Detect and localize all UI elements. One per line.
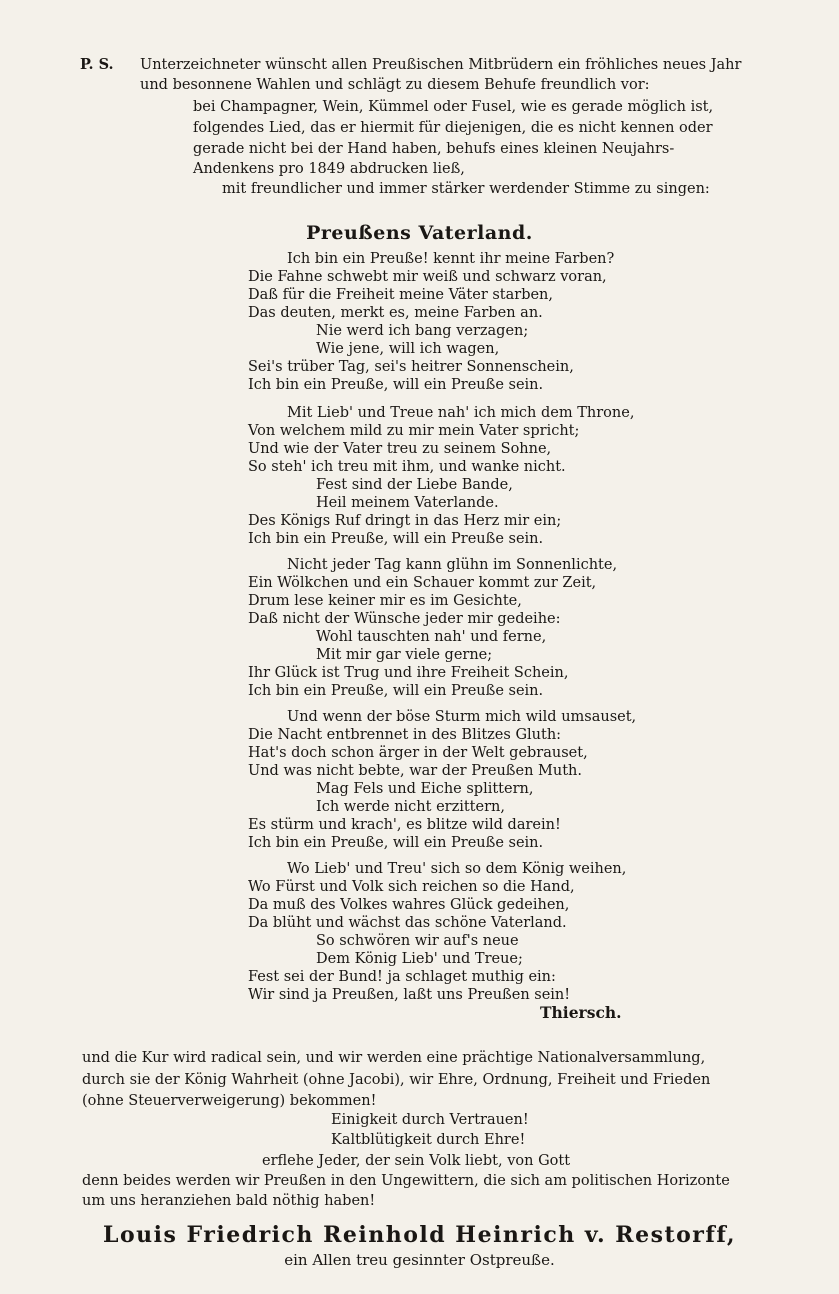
verse-line: Ich bin ein Preuße, will ein Preuße sein.: [248, 377, 544, 393]
verse-line: Ich bin ein Preuße! kennt ihr meine Farben?: [287, 251, 615, 267]
closing-motto: Kaltblütigkeit durch Ehre!: [331, 1132, 526, 1148]
ps-label: P. S.: [80, 56, 114, 73]
verse-line: Wohl tauschten nah' und ferne,: [316, 629, 547, 645]
verse-line: Wir sind ja Preußen, laßt uns Preußen sein!: [248, 987, 571, 1003]
verse-line: Nie werd ich bang verzagen;: [316, 323, 529, 339]
verse-line: Mit Lieb' und Treue nah' ich mich dem Throne,: [287, 405, 635, 421]
intro-line: mit freundlicher und immer stärker werdender Stimme zu singen:: [222, 181, 710, 197]
verse-line: Die Fahne schwebt mir weiß und schwarz voran,: [248, 269, 607, 285]
verse-line: Fest sei der Bund! ja schlaget muthig ein:: [248, 969, 556, 985]
verse-line: Und wie der Vater treu zu seinem Sohne,: [248, 441, 552, 457]
verse-line: Ich werde nicht erzittern,: [316, 799, 505, 815]
verse-line: Daß für die Freiheit meine Väter starben,: [248, 287, 554, 303]
closing-line: und die Kur wird radical sein, und wir werden eine prächtige Nationalversammlung,: [82, 1050, 706, 1066]
intro-line: folgendes Lied, das er hiermit für diejenigen, die es nicht kennen oder: [193, 120, 713, 136]
verse-line: Fest sind der Liebe Bande,: [316, 477, 513, 493]
closing-line: durch sie der König Wahrheit (ohne Jacobi), wir Ehre, Ordnung, Freiheit und Frieden: [82, 1072, 711, 1088]
intro-line: Andenkens pro 1849 abdrucken ließ,: [193, 161, 465, 177]
closing-line: denn beides werden wir Preußen in den Ungewittern, die sich am politischen Horizonte: [82, 1173, 730, 1189]
closing-motto: Einigkeit durch Vertrauen!: [331, 1112, 529, 1128]
verse-line: Wo Lieb' und Treu' sich so dem König weihen,: [287, 861, 627, 877]
verse-line: Ihr Glück ist Trug und ihre Freiheit Schein,: [248, 665, 569, 681]
poem-author: Thiersch.: [540, 1003, 622, 1022]
verse-line: Ein Wölkchen und ein Schauer kommt zur Zeit,: [248, 575, 597, 591]
verse-line: Und wenn der böse Sturm mich wild umsauset,: [287, 709, 637, 725]
verse-line: Und was nicht bebte, war der Preußen Muth.: [248, 763, 582, 779]
verse-line: Von welchem mild zu mir mein Vater spricht;: [248, 423, 580, 439]
verse-line: Des Königs Ruf dringt in das Herz mir ein;: [248, 513, 562, 529]
verse-line: Ich bin ein Preuße, will ein Preuße sein.: [248, 683, 544, 699]
closing-line: (ohne Steuerverweigerung) bekommen!: [82, 1093, 377, 1109]
verse-line: Die Nacht entbrennet in des Blitzes Gluth:: [248, 727, 562, 743]
verse-line: Ich bin ein Preuße, will ein Preuße sein.: [248, 835, 544, 851]
verse-line: Sei's trüber Tag, sei's heitrer Sonnenschein,: [248, 359, 574, 375]
verse-line: Da blüht und wächst das schöne Vaterland.: [248, 915, 567, 931]
closing-line: um uns heranziehen bald nöthig haben!: [82, 1193, 376, 1209]
verse-line: Es stürm und krach', es blitze wild darein!: [248, 817, 561, 833]
intro-line: gerade nicht bei der Hand haben, behufs eines kleinen Neujahrs-: [193, 141, 675, 157]
intro-line: bei Champagner, Wein, Kümmel oder Fusel, wie es gerade möglich ist,: [193, 99, 714, 115]
verse-line: Drum lese keiner mir es im Gesichte,: [248, 593, 522, 609]
verse-line: So steh' ich treu mit ihm, und wanke nicht.: [248, 459, 566, 475]
verse-line: Heil meinem Vaterlande.: [316, 495, 499, 511]
verse-line: Dem König Lieb' und Treue;: [316, 951, 523, 967]
verse-line: Da muß des Volkes wahres Glück gedeihen,: [248, 897, 570, 913]
verse-line: Wie jene, will ich wagen,: [316, 341, 500, 357]
signature-name: Louis Friedrich Reinhold Heinrich v. Restorff,: [102, 1222, 737, 1248]
verse-line: So schwören wir auf's neue: [316, 933, 519, 949]
verse-line: Das deuten, merkt es, meine Farben an.: [248, 305, 543, 321]
closing-line: erflehe Jeder, der sein Volk liebt, von Gott: [262, 1153, 571, 1169]
verse-line: Nicht jeder Tag kann glühn im Sonnenlichte,: [287, 557, 618, 573]
verse-line: Daß nicht der Wünsche jeder mir gedeihe:: [248, 611, 561, 627]
verse-line: Mit mir gar viele gerne;: [316, 647, 493, 663]
verse-line: Mag Fels und Eiche splittern,: [316, 781, 534, 797]
signature-subtitle: ein Allen treu gesinnter Ostpreuße.: [284, 1251, 555, 1269]
verse-line: Ich bin ein Preuße, will ein Preuße sein.: [248, 531, 544, 547]
intro-line: und besonnene Wahlen und schlägt zu diesem Behufe freundlich vor:: [140, 77, 650, 93]
poem-title: Preußens Vaterland.: [306, 222, 533, 244]
verse-line: Wo Fürst und Volk sich reichen so die Hand,: [248, 879, 575, 895]
intro-line: Unterzeichneter wünscht allen Preußischen Mitbrüdern ein fröhliches neues Jahr: [140, 57, 742, 73]
verse-line: Hat's doch schon ärger in der Welt gebrauset,: [248, 745, 588, 761]
